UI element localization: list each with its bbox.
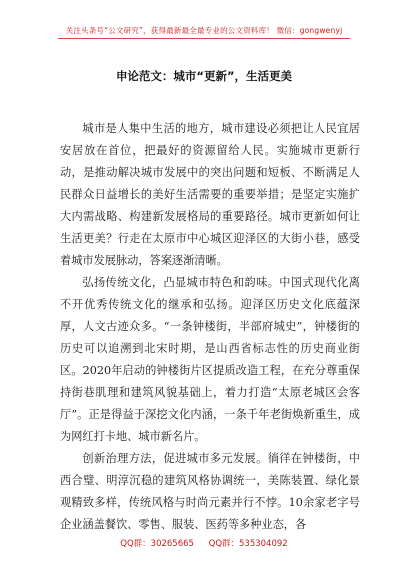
paragraph: 创新治理方法，促进城市多元发展。徜徉在钟楼街，中西合璧、明淳沉稳的建筑风格协调统一，美陈装置、绿化景观精致多样，传统风格与时尚元素并行不悖。10余家老字号企业涵盖餐饮、零售、服装、医药等多种业态，各 <box>60 452 360 531</box>
paragraph: 弘扬传统文化，凸显城市特色和韵味。中国式现代化离不开优秀传统文化的继承和弘扬。迎泽区历史文化底蕴深厚，人文古迹众多。“一条钟楼街，半部府城史”，钟楼街的历史可以追溯到北宋时期，是山西省标志性的历史商业街区。2020年启动的钟楼街片区提质改造工程，在充分尊重保持街巷肌理和建筑风貌基础上，着力打造“太原老城区会客厅”。正是得益于深挖文化内涵，一条千年老街焕新重生，成为网红打卡地、城市新名片。 <box>60 276 360 443</box>
footer-qq-group-2: QQ群：535304092 <box>208 539 288 549</box>
paragraph: 城市是人集中生活的地方，城市建设必须把让人民宜居安居放在首位，把最好的资源留给人民。实施城市更新行动，是推动解决城市发展中的突出问题和短板、不断满足人民群众日益增长的美好生活需要的重要举措；是坚定实施扩大内需战略、构建新发展格局的重要路径。城市更新如何让生活更美？行走在太原市中心城区迎泽区的大街小巷，感受着城市发展脉动，答案逐渐清晰。 <box>60 122 360 267</box>
footer <box>0 537 408 549</box>
header-divider <box>58 38 350 39</box>
page-title: 申论范文：城市“更新”，生活更美 <box>115 69 293 83</box>
document-body <box>60 118 360 536</box>
footer-qq-group-1: QQ群：30265665 <box>120 539 194 549</box>
header-note: 关注头条号“公文研究”，获得最新最全最专业的公文资料库！ 微信：gongwenyj <box>65 26 343 35</box>
